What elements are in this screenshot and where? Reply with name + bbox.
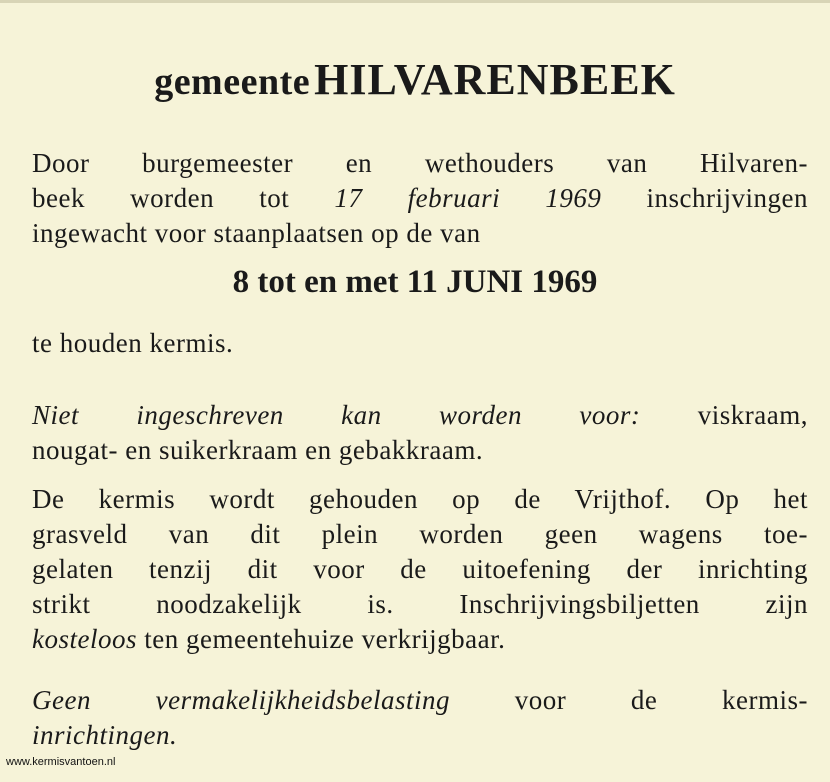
paragraph4-line2-text: inrichtingen. xyxy=(32,720,178,750)
fair-dates: 8 tot en met 11 JUNI 1969 xyxy=(232,264,598,300)
paragraph2-line1-rest: viskraam, xyxy=(640,400,808,430)
paragraph3-line5 xyxy=(32,622,808,656)
kermis-line: te houden kermis. xyxy=(32,328,234,358)
paragraph3-emphasis: kosteloos xyxy=(32,624,137,654)
paragraph1-line2-b: inschrijvingen xyxy=(601,183,808,213)
paragraph4-line1-rest: voor de kermis- xyxy=(450,685,809,715)
paper-edge xyxy=(0,0,830,3)
paragraph2-line1 xyxy=(32,398,808,432)
paragraph1-line2 xyxy=(32,181,808,215)
registration-deadline: 17 februari 1969 xyxy=(334,183,602,213)
paragraph2-emphasis: Niet ingeschreven kan worden voor: xyxy=(32,400,641,430)
paragraph3-line4: strikt noodzakelijk is. Inschrijvingsbiljetten zijn xyxy=(32,589,808,619)
paragraph4-line2 xyxy=(32,718,808,752)
paragraph4-line1 xyxy=(32,683,808,717)
page-title xyxy=(0,54,830,105)
paragraph1-line1: Door burgemeester en wethouders van Hilvaren- xyxy=(32,148,808,178)
paragraph2-line2: nougat- en suikerkraam en gebakkraam. xyxy=(32,435,484,465)
paragraph1-line3: ingewacht voor staanplaatsen op de van xyxy=(32,218,481,248)
paragraph3-line3: gelaten tenzij dit voor de uitoefening der inrichting xyxy=(32,554,808,584)
paragraph1-line2-a: beek worden tot xyxy=(32,183,335,213)
paragraph3-line5-rest: ten gemeentehuize verkrijgbaar. xyxy=(137,624,506,654)
title-prefix: gemeente xyxy=(154,61,311,103)
paragraph3-line1: De kermis wordt gehouden op de Vrijthof. Op het xyxy=(32,484,808,514)
title-municipality: HILVARENBEEK xyxy=(314,55,676,104)
paragraph4-emphasis: Geen vermakelijkheidsbelasting xyxy=(32,685,451,715)
website-watermark: www.kermisvantoen.nl xyxy=(6,756,116,768)
paragraph3-line2: grasveld van dit plein worden geen wagens toe- xyxy=(32,519,808,549)
